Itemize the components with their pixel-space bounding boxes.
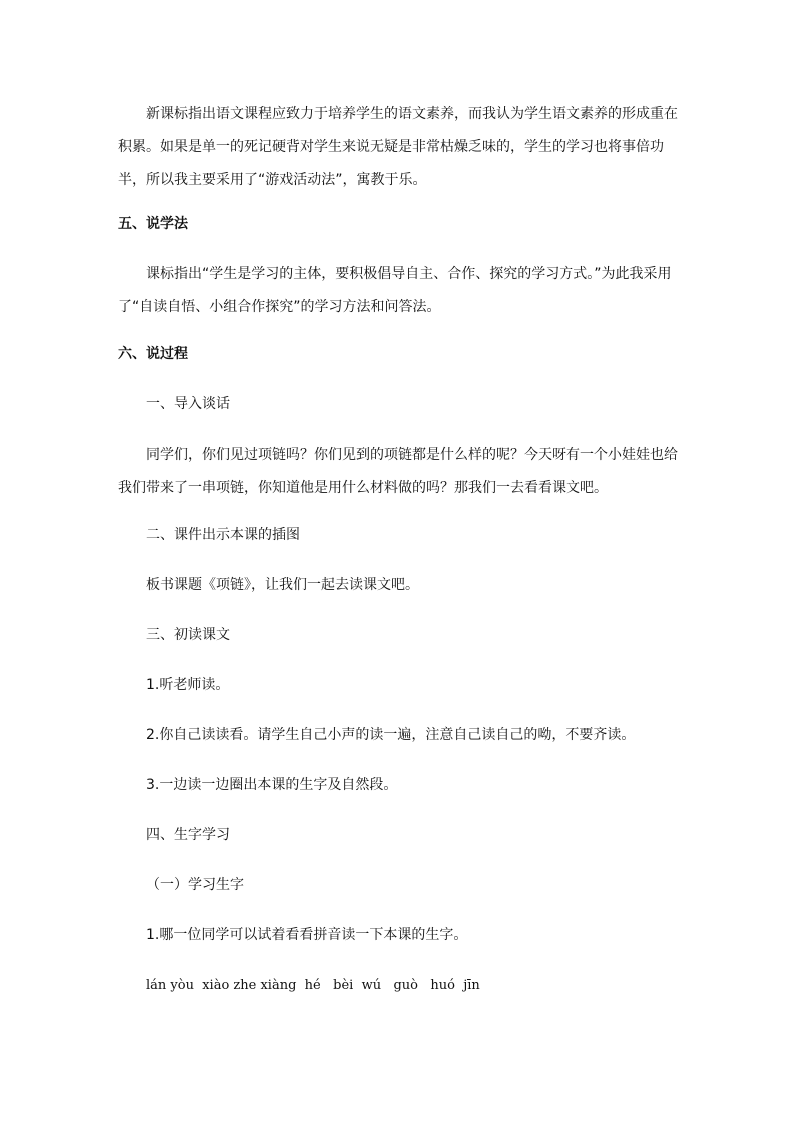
read-step-2: 2.你自己读读看。请学生自己小声的读一遍，注意自己读自己的呦，不要齐读。 — [146, 727, 636, 743]
step-four-heading: 四、生字学习 — [146, 827, 230, 843]
section-six-heading: 六、说过程 — [118, 346, 188, 362]
learn-step-1: 1.哪一位同学可以试着看看拼音读一下本课的生字。 — [146, 927, 468, 943]
step-three-heading: 三、初读课文 — [146, 627, 230, 643]
subsection-one-heading: （一）学习生字 — [146, 877, 244, 893]
read-step-3: 3.一边读一边圈出本课的生字及自然段。 — [146, 777, 398, 793]
section-five-heading: 五、说学法 — [118, 216, 188, 232]
step-two-heading: 二、课件出示本课的插图 — [146, 527, 300, 543]
step-two-paragraph: 板书课题《项链》，让我们一起去读课文吧。 — [146, 577, 419, 593]
step-one-paragraph: 同学们，你们见过项链吗？你们见到的项链都是什么样的呢？今天呀有一个小娃娃也给我们带来了一串项链，你知道他是用什么材料做的吗？那我们一去看看课文吧。 — [118, 447, 678, 496]
read-step-1: 1.听老师读。 — [146, 677, 230, 693]
pinyin-row: lán yòu xiào zhe xiàng hé bèi wú guò huó jīn — [146, 978, 480, 993]
section-five-paragraph: 课标指出“学生是学习的主体，要积极倡导自主、合作、探究的学习方式。”为此我采用了“自读自悟、小组合作探究”的学习方法和问答法。 — [118, 266, 672, 315]
intro-paragraph: 新课标指出语文课程应致力于培养学生的语文素养，而我认为学生语文素养的形成重在积累。如果是单一的死记硬背对学生来说无疑是非常枯燥乏味的，学生的学习也将事倍功半，所以我主要采用了“游戏活动法”，寓教于乐。 — [118, 106, 678, 188]
step-one-heading: 一、导入谈话 — [146, 396, 230, 412]
